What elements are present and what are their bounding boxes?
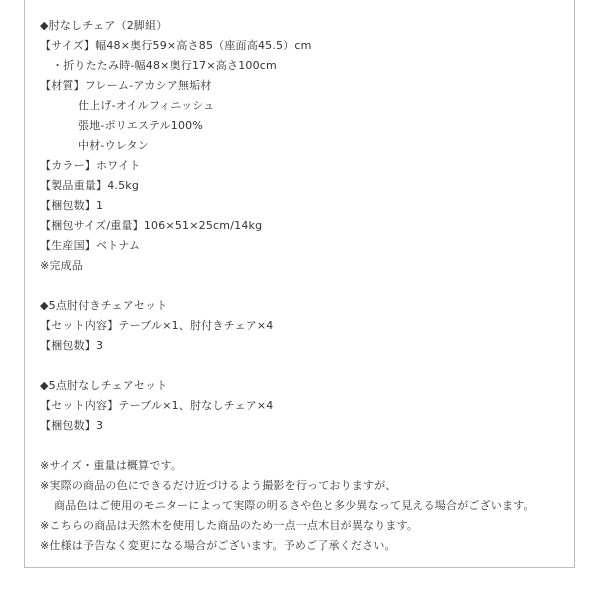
spec-material-finish: 仕上げ-オイルフィニッシュ	[78, 99, 215, 112]
spec-folded-size: ・折りたたみ時-幅48×奥行17×高さ100cm	[52, 59, 277, 72]
spec-country-of-origin: 【生産国】ベトナム	[40, 239, 141, 252]
spec-material-upholstery: 張地-ポリエステル100%	[78, 119, 204, 132]
spec-material-frame: 【材質】フレーム-アカシア無垢材	[40, 79, 212, 92]
section-notes	[40, 456, 568, 556]
spacer	[40, 356, 568, 376]
section-heading-armless-chair: ◆肘なしチェア（2脚組）	[40, 19, 168, 32]
spec-size: 【サイズ】幅48×奥行59×高さ85（座面高45.5）cm	[40, 39, 312, 52]
section-armless-chair	[40, 16, 568, 276]
spacer	[40, 436, 568, 456]
note-color-monitor: 商品色はご使用のモニターによって実際の明るさや色と多少異なって見える場合がございます。	[54, 499, 535, 512]
section-heading-armless-chair-set: ◆5点肘なしチェアセット	[40, 379, 168, 392]
spec-set-contents: 【セット内容】テーブル×1、肘なしチェア×4	[40, 399, 274, 412]
note-natural-wood: ※こちらの商品は天然木を使用した商品のため一点一点木目が異なります。	[40, 519, 419, 532]
section-armchair-set	[40, 296, 568, 356]
section-heading-armchair-set: ◆5点肘付きチェアセット	[40, 299, 168, 312]
note-spec-change: ※仕様は予告なく変更になる場合がございます。予めご了承ください。	[40, 539, 396, 552]
spec-package-size-weight: 【梱包サイズ/重量】106×51×25cm/14kg	[40, 219, 263, 232]
note-color-photo: ※実際の商品の色にできるだけ近づけるよう撮影を行っておりますが、	[40, 479, 397, 492]
spec-set-contents: 【セット内容】テーブル×1、肘付きチェア×4	[40, 319, 274, 332]
spec-material-filling: 中材-ウレタン	[78, 139, 149, 152]
spec-assembled-note: ※完成品	[40, 259, 84, 272]
spacer	[40, 276, 568, 296]
product-spec-text	[40, 16, 568, 556]
note-approximate: ※サイズ・重量は概算です。	[40, 459, 183, 472]
spec-package-count: 【梱包数】3	[40, 419, 104, 432]
section-armless-chair-set	[40, 376, 568, 436]
spec-package-count: 【梱包数】3	[40, 339, 104, 352]
spec-product-weight: 【製品重量】4.5kg	[40, 179, 140, 192]
spec-package-count: 【梱包数】1	[40, 199, 104, 212]
spec-color: 【カラー】ホワイト	[40, 159, 141, 172]
